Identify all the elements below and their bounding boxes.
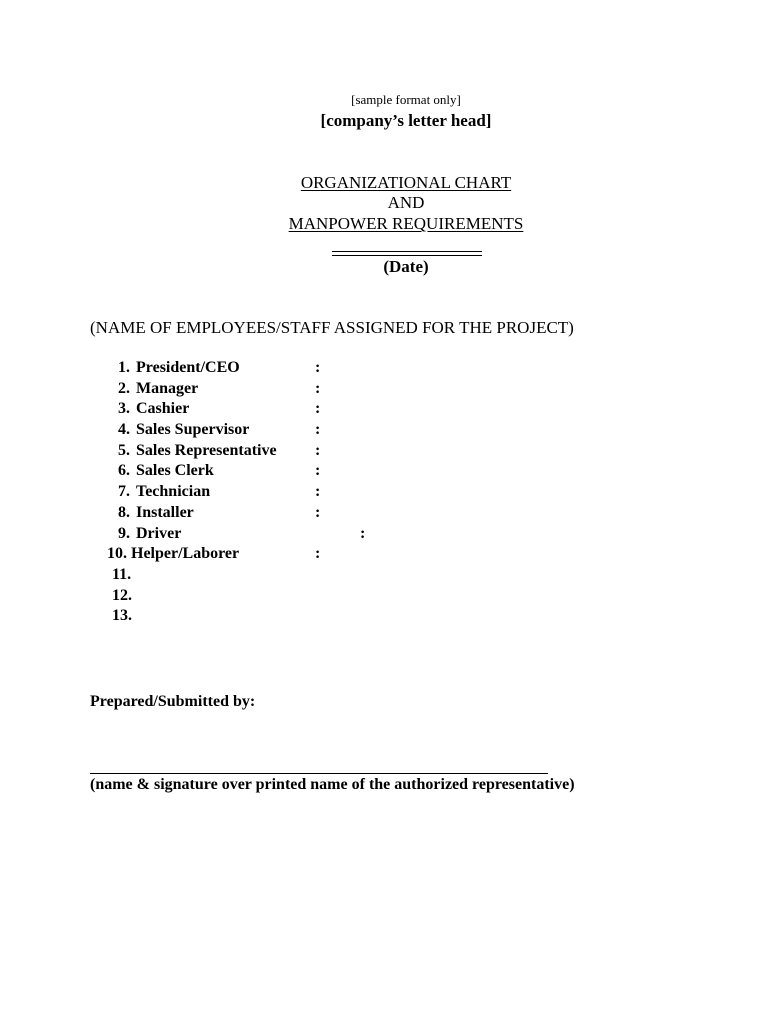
title-line-2: AND [387, 193, 425, 212]
item-colon: : [315, 379, 321, 397]
signature-line [90, 773, 548, 774]
prepared-by-label: Prepared/Submitted by: [90, 693, 256, 710]
item-number: 11. [112, 565, 132, 583]
position-label: Driver [136, 524, 182, 542]
item-number: 7. [118, 483, 130, 501]
title-line-3-text: MANPOWER REQUIREMENTS [288, 214, 524, 233]
signature-caption: (name & signature over printed name of the authorized representative) [90, 776, 575, 793]
item-number: 8. [118, 503, 130, 521]
title-line-1-text: ORGANIZATIONAL CHART [300, 173, 512, 192]
item-colon: : [315, 503, 321, 521]
item-number: 12. [112, 586, 132, 604]
item-colon: : [315, 545, 321, 563]
item-number: 3. [118, 400, 130, 418]
position-label: Sales Representative [136, 441, 277, 459]
position-label: President/CEO [136, 359, 240, 376]
section-heading: (NAME OF EMPLOYEES/STAFF ASSIGNED FOR THE PROJECT) [90, 318, 574, 337]
position-label: Manager [136, 379, 199, 397]
item-number: 4. [118, 421, 130, 439]
item-number: 6. [118, 462, 130, 480]
date-blank-line [332, 251, 482, 252]
item-colon: : [315, 462, 321, 480]
item-number: 2. [118, 379, 130, 397]
item-colon: : [315, 421, 321, 439]
item-colon: : [315, 400, 321, 418]
title-line-1 [0, 173, 768, 193]
item-number: 10. [107, 545, 127, 563]
letterhead-placeholder: [company’s letter head] [320, 111, 492, 130]
sample-format-note: [sample format only] [351, 92, 461, 107]
position-label: Technician [136, 483, 211, 501]
item-number: 1. [118, 359, 130, 376]
position-label: Helper/Laborer [131, 545, 240, 563]
item-colon: : [360, 524, 366, 542]
title-line-3 [0, 214, 768, 234]
item-colon: : [315, 441, 321, 459]
position-label: Cashier [136, 400, 190, 418]
date-blank-line-lower [332, 255, 482, 256]
item-colon: : [315, 359, 321, 376]
item-number: 9. [118, 524, 130, 542]
position-label: Sales Clerk [136, 462, 214, 480]
item-number: 5. [118, 441, 130, 459]
item-number: 13. [112, 607, 132, 625]
date-label: (Date) [383, 257, 429, 276]
position-label: Installer [136, 503, 194, 521]
position-label: Sales Supervisor [136, 421, 250, 439]
item-colon: : [315, 483, 321, 501]
